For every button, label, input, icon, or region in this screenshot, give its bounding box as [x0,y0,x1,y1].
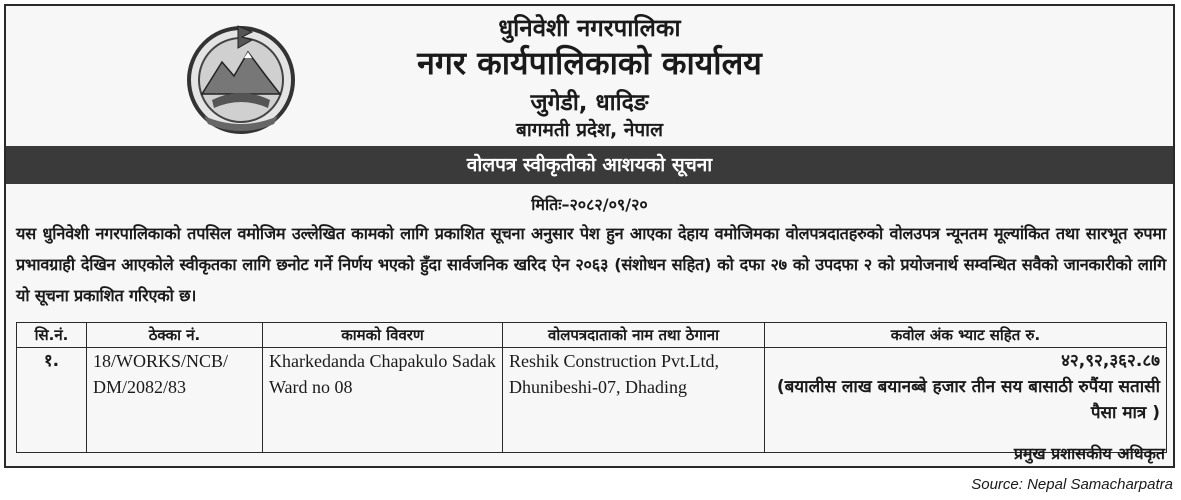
office-location: जुगेडी, धादिङ [530,90,649,116]
row-work-description: Kharkedanda Chapakulo Sadak Ward no 08 [263,348,503,453]
notice-title: वोलपत्र स्वीकृतीको आशयको सूचना [6,146,1173,184]
public-notice [4,4,1175,468]
notice-body: यस धुनिवेशी नगरपालिकाको तपसिल वमोजिम उल्लेखित कामको लागि प्रकाशित सूचना अनुसार पेश हुन आएका देहाय वमोजिमका वोलपत्रदातहरुको वोलउपत्र न्यूनतम मूल्यांकित तथा सारभूत रुपमा प्रभावग्राही देखिन आएकोले स्वीकृतका लागि छनोट गर्ने निर्णय भएको हुँदा सार्वजनिक खरिद ऐन २०६३ (संशोधन सहित) को दफा २७ को उपदफा २ को प्रयोजनार्थ सम्वन्धित सवैको जानकारीको लागि यो सूचना प्रकाशित गरिएको छ। [16,224,1166,305]
row-sn: १. [17,348,87,453]
col-header-contract-no: ठेक्का नं. [87,323,263,348]
col-header-sn: सि.नं. [17,323,87,348]
office-name: नगर कार्यपालिकाको कार्यालय [417,44,762,82]
province-country: बागमती प्रदेश, नेपाल [516,119,663,141]
bid-amount-words: (बयालीस लाख बयानब्बे हजार तीन सय बासाठी रुपैंया सतासी पैसा मात्र ) [776,377,1160,423]
signatory: प्रमुख प्रशासकीय अधिकृत [1013,444,1165,463]
row-bid-amount-cell [765,348,1167,453]
bid-amount: ४२,९२,३६२.८७ [1061,351,1160,371]
municipality-name: धुनिवेशी नगरपालिका [498,14,681,42]
source-credit: Source: Nepal Samacharpatra [971,476,1173,493]
notice-date: मितिः–२०८२/०९/२० [531,195,648,214]
bid-table [16,322,1167,453]
table-header-row [17,323,1167,348]
table-row [17,348,1167,453]
row-bidder: Reshik Construction Pvt.Ltd, Dhunibeshi-07, Dhading [503,348,765,453]
col-header-work-description: कामको विवरण [263,323,503,348]
col-header-bid-amount: कवोल अंक भ्याट सहित रु. [765,323,1167,348]
row-contract-no: 18/WORKS/NCB/ DM/2082/83 [87,348,263,453]
col-header-bidder: वोलपत्रदाताको नाम तथा ठेगाना [503,323,765,348]
